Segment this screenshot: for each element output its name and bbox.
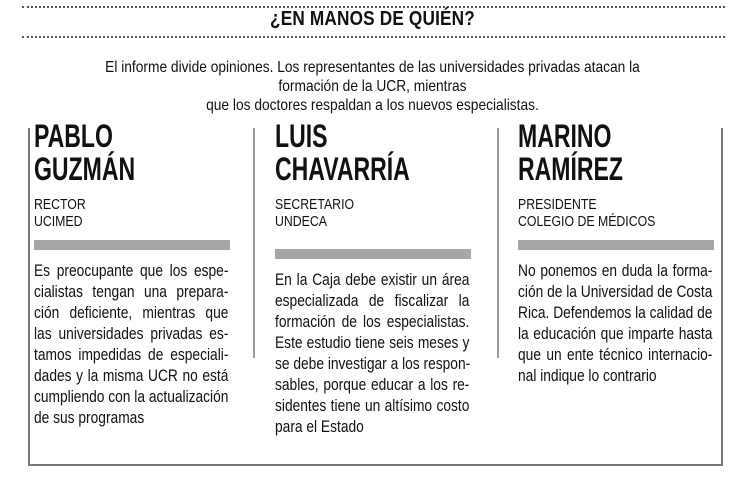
separator-bar (275, 249, 471, 259)
dotted-rule-bottom (22, 36, 725, 38)
profile-name-line-1: PABLO (34, 118, 113, 154)
profile-role (34, 196, 247, 230)
profile-name (34, 120, 221, 186)
profile-quote (518, 260, 712, 386)
quote-line: para el Estado (275, 417, 364, 436)
column-divider-2 (497, 128, 499, 358)
profile-role-line-2: UCIMED (34, 213, 83, 230)
quote-line: especializada de fiscalizar la (275, 291, 470, 310)
intro-line-2: que los doctores respaldan a los nuevos especialistas. (206, 97, 539, 114)
profile-role (518, 196, 731, 230)
page-title: ¿EN MANOS DE QUIÉN? (270, 8, 475, 30)
quote-line: Es preocupante que los espe- (34, 261, 229, 280)
quote-line: sables, porque educar a los re- (275, 375, 470, 394)
profile-name-line-1: LUIS (275, 118, 328, 154)
profile-name (275, 120, 462, 186)
quote-line: Este estudio tiene seis meses y (275, 333, 470, 352)
profile-name-line-2: RAMÍREZ (518, 151, 623, 187)
profile-quote (34, 260, 228, 428)
profile-marino-ramirez (518, 120, 733, 386)
profile-role-line-2: UNDECA (275, 213, 327, 230)
quote-line: tamos impedidas de especiali- (34, 345, 229, 364)
profile-role-line-1: PRESIDENTE (518, 196, 597, 213)
profile-name-line-2: CHAVARRÍA (275, 151, 410, 187)
quote-line: las universidades privadas es- (34, 324, 229, 343)
profile-luis-chavarria (275, 120, 490, 437)
profile-pablo-guzman (34, 120, 249, 428)
profile-name-line-1: MARINO (518, 118, 612, 154)
quote-line: cumpliendo con la actualización (34, 387, 229, 406)
profile-role-line-1: SECRETARIO (275, 196, 355, 213)
quote-line: ción deficiente, mientras que (34, 303, 229, 322)
column-divider-1 (253, 128, 255, 358)
quote-line: En la Caja debe existir un área (275, 270, 470, 289)
intro-text (78, 58, 667, 115)
profile-role (275, 196, 488, 230)
frame-bottom-border (28, 464, 723, 466)
quote-line: Rica. Defendemos la calidad de (518, 303, 713, 322)
quote-line: dades y la misma UCR no está (34, 366, 229, 385)
profile-name-line-2: GUZMÁN (34, 151, 136, 187)
profile-quote (275, 269, 469, 437)
separator-bar (34, 240, 230, 250)
quote-line: de sus programas (34, 408, 145, 427)
profile-name (518, 120, 705, 186)
quote-line: ción de la Universidad de Costa (518, 282, 713, 301)
quote-line: cialistas tengan una prepara- (34, 282, 229, 301)
frame-left-border (28, 128, 30, 465)
quote-line: nal indique lo contrario (518, 366, 657, 385)
quote-line: la educación que imparte hasta (518, 324, 713, 343)
quote-line: se debe investigar a los respon- (275, 354, 471, 373)
quote-line: formación de los especialistas. (275, 312, 470, 331)
quote-line: No ponemos en duda la forma- (518, 261, 713, 280)
separator-bar (518, 240, 714, 250)
intro-line-1: El informe divide opiniones. Los representantes de las universidades privadas atacan la formación de la UCR, mientras (105, 59, 640, 95)
quote-line: que un ente técnico internacio- (518, 345, 713, 364)
profile-role-line-2: COLEGIO DE MÉDICOS (518, 213, 656, 230)
profile-role-line-1: RECTOR (34, 196, 86, 213)
quote-line: sidentes tiene un altísimo costo (275, 396, 470, 415)
